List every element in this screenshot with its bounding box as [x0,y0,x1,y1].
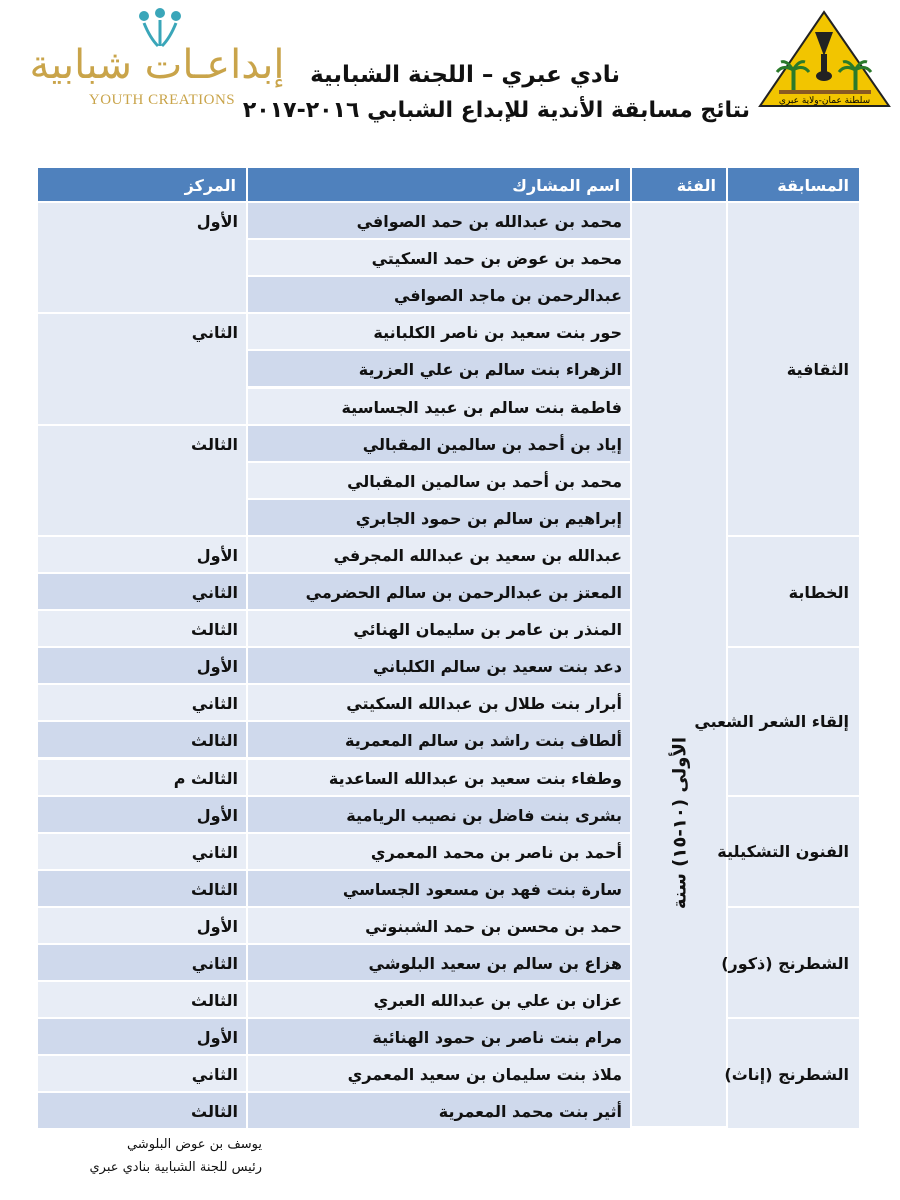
page-title: نادي عبري – اللجنة الشبابية [310,62,620,88]
logo-arabic-text: إبداعـات شبابية [29,42,285,88]
rank-cell: الثاني [37,573,247,610]
rank-cell: الأول [37,647,247,684]
competition-cell [694,647,860,795]
signatory-role: رئيس للجنة الشبابية بنادي عبري [89,1160,262,1175]
participant-name: المنذر بن عامر بن سليمان الهنائي [247,610,631,647]
participant-name: محمد بن أحمد بن سالمين المقبالي [247,462,631,499]
participant-name: عبدالرحمن بن ماجد الصوافي [247,276,631,313]
club-emblem [757,10,892,110]
competition-cell [727,202,860,536]
rank-cell: الثاني [37,833,247,870]
participant-name: محمد بن عبدالله بن حمد الصوافي [247,202,631,239]
participant-name: حور بنت سعيد بن ناصر الكلبانية [247,313,631,350]
page-subtitle: نتائج مسابقة الأندية للإبداع الشبابي ٢٠١٦-٢٠١٧ [242,98,750,123]
rank-cell: الثالث [37,721,247,758]
rank-cell: الثالث [37,610,247,647]
participant-name: إياد بن أحمد بن سالمين المقبالي [247,425,631,462]
rank-cell: الأول [37,796,247,833]
emblem-caption: سلطنة عمان-ولاية عبري [778,96,871,106]
competition-cell [721,907,860,1018]
competition-name: الفنون التشكيلية [717,842,849,862]
category-label: الأولى (١٠-١٥) سنة [669,736,691,910]
participant-name: ألطاف بنت راشد بن سالم المعمرية [247,721,631,758]
participant-name: أبرار بنت طلال بن عبدالله السكيتي [247,684,631,721]
participant-name: حمد بن محسن بن حمد الشبنوتي [247,907,631,944]
rank-cell: الثاني [37,313,247,424]
signatory-name: يوسف بن عوض البلوشي [126,1137,262,1152]
competition-cell [724,1018,860,1129]
participant-name: عبدالله بن سعيد بن عبدالله المجرفي [247,536,631,573]
header-competition: المسابقة [727,167,860,202]
rank-cell: الثاني [37,944,247,981]
rank-cell: الأول [37,536,247,573]
rank-cell: الثالث [37,1092,247,1129]
participant-name: أحمد بن ناصر بن محمد المعمري [247,833,631,870]
competition-name: الشطرنج (ذكور) [721,953,849,973]
competition-name: الثقافية [786,359,849,379]
rank-cell: الثالث [37,425,247,536]
participant-name: فاطمة بنت سالم بن عبيد الجساسية [247,388,631,425]
header-category: الفئة [631,167,727,202]
rank-cell: الأول [37,907,247,944]
rank-cell: الأول [37,1018,247,1055]
header-participant: اسم المشارك [247,167,631,202]
participant-name: مرام بنت ناصر بن حمود الهنائية [247,1018,631,1055]
competition-name: الشطرنج (إناث) [724,1064,849,1084]
results-table [37,167,860,1127]
participant-name: إبراهيم بن سالم بن حمود الجابري [247,499,631,536]
rank-cell: الثاني [37,1055,247,1092]
youth-creations-logo [22,8,292,108]
participant-name: بشرى بنت فاضل بن نصيب الريامية [247,796,631,833]
participant-name: ملاذ بنت سليمان بن سعيد المعمري [247,1055,631,1092]
participant-name: الزهراء بنت سالم بن علي العزرية [247,350,631,387]
emblem-icon [757,10,892,110]
category-cell [631,202,727,1127]
participant-name: دعد بنت سعيد بن سالم الكلباني [247,647,631,684]
logo-latin-text: YOUTH CREATIONS [88,92,236,108]
rank-cell: الثاني [37,684,247,721]
participant-name: أثير بنت محمد المعمرية [247,1092,631,1129]
rank-cell: الثالث [37,870,247,907]
participant-name: سارة بنت فهد بن مسعود الجساسي [247,870,631,907]
competition-cell [717,796,860,907]
participant-name: محمد بن عوض بن حمد السكيتي [247,239,631,276]
signature-block [22,1133,262,1179]
rank-cell: الثالث م [37,759,247,796]
participant-name: عزان بن علي بن عبدالله العبري [247,981,631,1018]
participant-name: هزاع بن سالم بن سعيد البلوشي [247,944,631,981]
participant-name: المعتز بن عبدالرحمن بن سالم الحضرمي [247,573,631,610]
participant-name: وطفاء بنت سعيد بن عبدالله الساعدية [247,759,631,796]
competition-name: الخطابة [788,582,849,602]
header-rank: المركز [37,167,247,202]
competition-cell [727,536,860,647]
rank-cell: الأول [37,202,247,313]
competition-name: إلقاء الشعر الشعبي [694,712,849,732]
rank-cell: الثالث [37,981,247,1018]
